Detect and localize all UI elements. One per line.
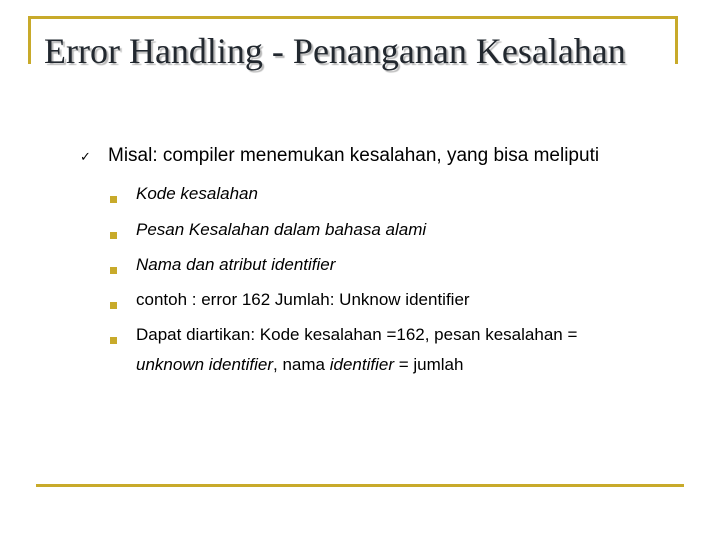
continuation-part-4: = jumlah: [394, 355, 464, 374]
frame-top-line: [28, 16, 678, 19]
slide-title: Error Handling - Penanganan Kesalahan: [44, 31, 626, 71]
continuation-part-3: identifier: [329, 355, 394, 374]
square-bullet-icon: [110, 267, 117, 274]
square-bullet-icon: [110, 337, 117, 344]
frame-bottom-line: [36, 484, 684, 487]
continuation-part-1: unknown identifier: [136, 355, 274, 374]
square-bullet-icon: [110, 302, 117, 309]
main-bullet-text: Misal: compiler menemukan kesalahan, yang bisa meliputi: [108, 145, 600, 166]
square-bullet-icon: [110, 232, 117, 239]
sub-bullet-5-continuation: [136, 355, 463, 375]
sub-bullet-4: contoh : error 162 Jumlah: Unknow identifier: [136, 290, 470, 309]
sub-bullet-3: Nama dan atribut identifier: [136, 255, 336, 274]
frame-right-line: [675, 16, 678, 64]
square-bullet-icon: [110, 196, 117, 203]
frame-left-line: [28, 16, 31, 64]
continuation-part-2: , nama: [273, 355, 330, 374]
sub-bullet-5: Dapat diartikan: Kode kesalahan =162, pesan kesalahan =: [136, 325, 578, 344]
sub-bullet-2: Pesan Kesalahan dalam bahasa alami: [136, 220, 427, 239]
sub-bullet-1: Kode kesalahan: [136, 184, 258, 203]
checkmark-icon: ✓: [80, 150, 91, 165]
